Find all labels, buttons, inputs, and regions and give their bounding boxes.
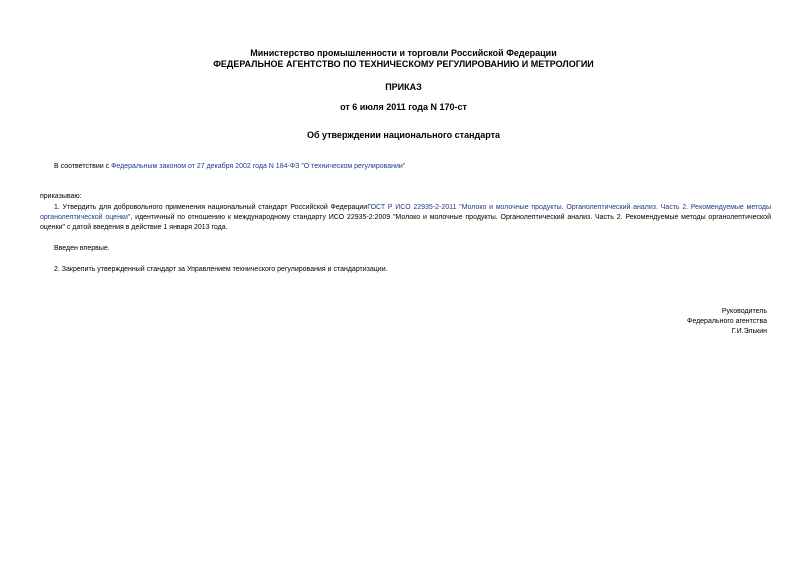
signature-agency: Федерального агентства bbox=[687, 318, 767, 325]
introduced-first-note: Введен впервые. bbox=[54, 245, 110, 252]
intro-prefix: В соответствии с bbox=[54, 163, 112, 170]
item-1-paragraph bbox=[40, 203, 771, 233]
ministry-heading: Министерство промышленности и торговли Российской Федерации bbox=[250, 48, 557, 58]
gost-standard-link[interactable]: ГОСТ Р ИСО 22935-2-2011 "Молоко и молочные продукты. Органолептический анализ. Часть 2. Рекомендуемые методы органолептической оценки" bbox=[40, 204, 771, 221]
agency-heading: ФЕДЕРАЛЬНОЕ АГЕНТСТВО ПО ТЕХНИЧЕСКОМУ РЕГУЛИРОВАНИЮ И МЕТРОЛОГИИ bbox=[213, 59, 594, 69]
signature-name: Г.И.Элькин bbox=[731, 328, 767, 335]
order-date-number: от 6 июля 2011 года N 170-ст bbox=[340, 102, 467, 112]
order-title: ПРИКАЗ bbox=[385, 82, 422, 92]
intro-paragraph bbox=[54, 162, 405, 172]
orders-line: приказываю: bbox=[40, 193, 82, 200]
item-2-paragraph: 2. Закрепить утвержденный стандарт за Управлением технического регулирования и стандартизации. bbox=[54, 266, 388, 273]
item-1-prefix: 1. Утвердить для добровольного применения национальный стандарт Российской Федерации bbox=[54, 204, 368, 211]
federal-law-link[interactable]: Федеральным законом от 27 декабря 2002 года N 184-ФЗ "О техническом регулировании" bbox=[111, 163, 406, 170]
order-subject: Об утверждении национального стандарта bbox=[306, 130, 501, 140]
signature-title: Руководитель bbox=[721, 308, 767, 315]
item-1-suffix: , идентичный по отношению к международному стандарту ИСО 22935-2:2009 "Молоко и молочные продукты. Органолептический анализ. Часть 2. Рекомендуемые методы органолептической оценки" с датой введения в действие 1 января 2013 года. bbox=[40, 214, 771, 231]
